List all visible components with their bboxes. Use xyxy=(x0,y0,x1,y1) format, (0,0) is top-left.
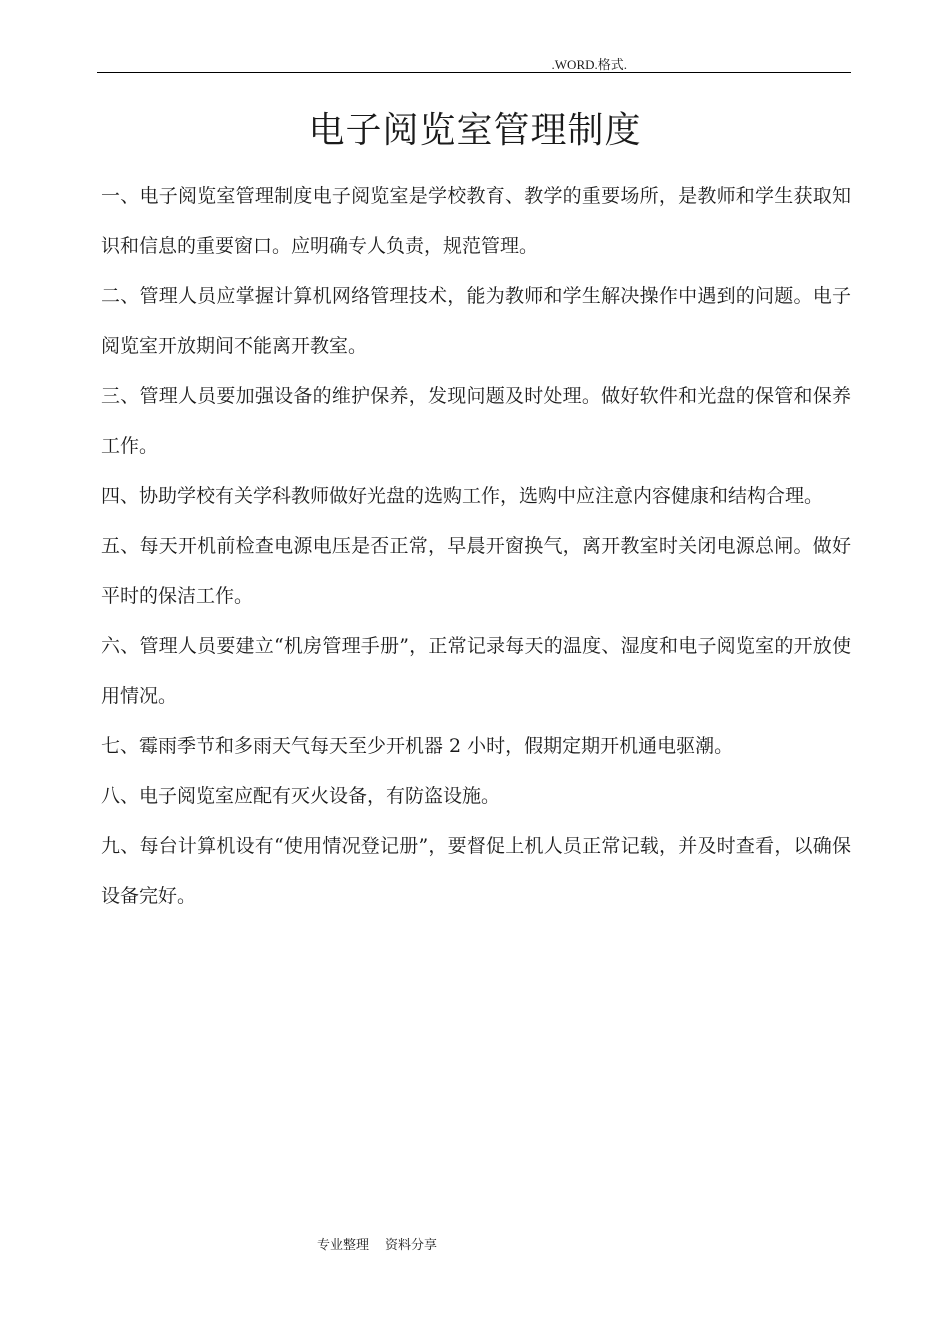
paragraph-7: 七、霉雨季节和多雨天气每天至少开机器 2 小时，假期定期开机通电驱潮。 xyxy=(101,735,734,757)
page-footer xyxy=(317,1234,437,1253)
document-body xyxy=(101,171,851,921)
paragraph-9: 九、每台计算机设有“使用情况登记册”，要督促上机人员正常记载，并及时查看，以确保设备完好。 xyxy=(101,835,851,907)
paragraph-6: 六、管理人员要建立“机房管理手册”，正常记录每天的温度、湿度和电子阅览室的开放使用情况。 xyxy=(101,635,851,707)
paragraph-5: 五、每天开机前检查电源电压是否正常，早晨开窗换气，离开教室时关闭电源总闸。做好平时的保洁工作。 xyxy=(101,535,851,607)
paragraph-3: 三、管理人员要加强设备的维护保养，发现问题及时处理。做好软件和光盘的保管和保养工作。 xyxy=(101,385,851,457)
footer-right-text: 资料分享 xyxy=(385,1238,438,1253)
paragraph-8: 八、电子阅览室应配有灭火设备，有防盗设施。 xyxy=(101,785,501,807)
page-header xyxy=(97,52,851,73)
paragraph-4: 四、协助学校有关学科教师做好光盘的选购工作，选购中应注意内容健康和结构合理。 xyxy=(101,485,824,507)
header-text: .WORD.格式. xyxy=(551,57,627,72)
document-title: 电子阅览室管理制度 xyxy=(308,110,642,151)
footer-left-text: 专业整理 xyxy=(317,1238,370,1253)
paragraph-2: 二、管理人员应掌握计算机网络管理技术，能为教师和学生解决操作中遇到的问题。电子阅览室开放期间不能离开教室。 xyxy=(101,285,851,357)
paragraph-1: 一、电子阅览室管理制度电子阅览室是学校教育、教学的重要场所，是教师和学生获取知识和信息的重要窗口。应明确专人负责，规范管理。 xyxy=(101,185,851,257)
